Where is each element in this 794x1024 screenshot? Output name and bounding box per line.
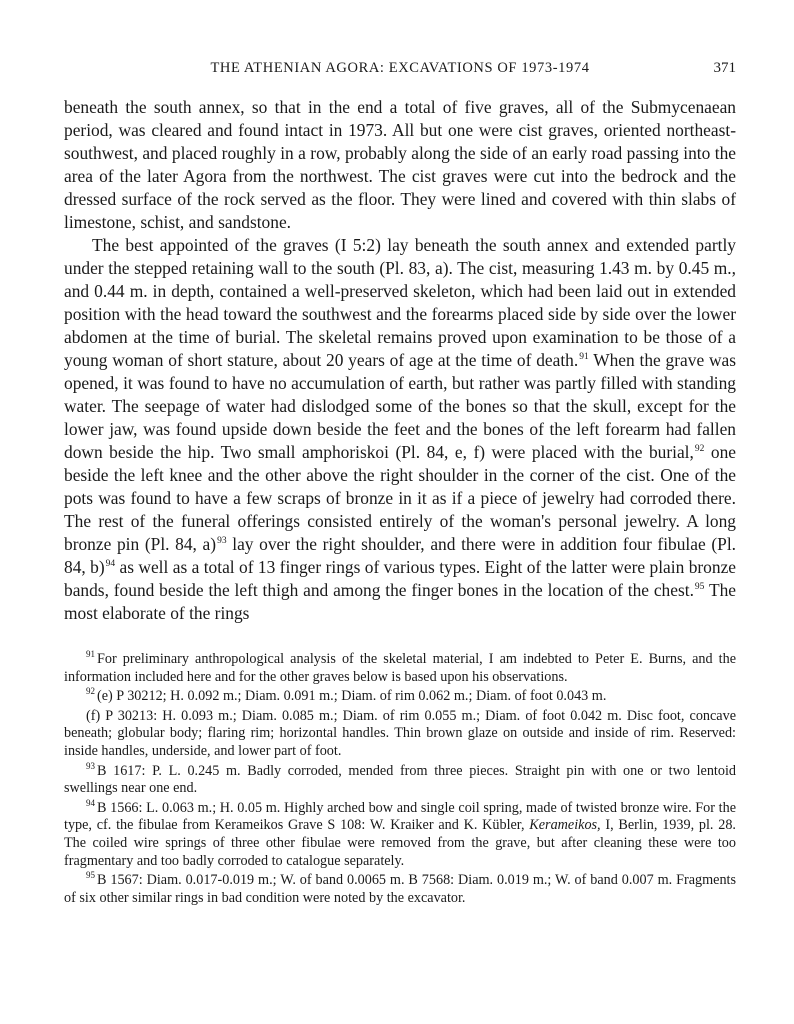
paragraph-2-part-e: as well as a total of 13 finger rings of various types. Eight of the latter were plain bronze bands, found beside the left thigh and among the finger bones in the location of the chest. xyxy=(64,557,737,600)
footnote-91-text: For preliminary anthropological analysis of the skeletal material, I am indebted to Peter E. Burns, and the information included here and for the other graves below is based upon his observations. xyxy=(64,651,736,685)
footnote-93-text: B 1617: P. L. 0.245 m. Badly corroded, mended from three pieces. Straight pin with one or two lentoid swellings near one end. xyxy=(64,762,736,797)
body-text xyxy=(64,96,736,625)
footnote-94 xyxy=(64,800,736,870)
footnote-ref-95[interactable]: 95 xyxy=(694,582,705,593)
paragraph-2-part-d: lay over the right shoulder, and there were in addition four fibulae (Pl. 84, b) xyxy=(64,534,737,577)
footnote-91 xyxy=(64,651,736,686)
paragraph-2-part-f: The most elaborate of the rings xyxy=(64,580,736,623)
footnote-94-text-b: I, Berlin, 1939, pl. 28. The coiled wire springs of three other fibulae were removed from the grave, but after cleaning these were too fragmentary and too badly corroded to catalogue separately. xyxy=(64,817,736,869)
footnote-93 xyxy=(64,760,736,798)
footnote-ref-94[interactable]: 94 xyxy=(105,559,116,570)
footnote-ref-92[interactable]: 92 xyxy=(694,444,705,455)
page xyxy=(64,60,736,909)
paragraph-2-part-c: one beside the left knee and the other above the right shoulder in the corner of the cist. One of the pots was found to have a few scraps of bronze in it as if a piece of jewelry had corroded there. The rest of the funeral offerings consisted entirely of the woman's personal jewelry. A long bronze pin (Pl. 84, a) xyxy=(64,442,737,554)
footnote-ref-91[interactable]: 91 xyxy=(579,352,589,363)
paragraph-2 xyxy=(64,234,736,625)
page-number: 371 xyxy=(713,60,736,76)
footnote-ref-93[interactable]: 93 xyxy=(217,536,227,547)
footnote-94-italic-title: Kerameikos, xyxy=(529,817,601,834)
footnote-92-continued xyxy=(64,708,736,761)
footnote-91-number: 91 xyxy=(86,649,95,660)
footnotes xyxy=(64,651,736,907)
footnote-92-item-e: (e) P 30212; H. 0.092 m.; Diam. 0.091 m.; Diam. of rim 0.062 m.; Diam. of foot 0.043 m. xyxy=(97,688,607,705)
paragraph-1: beneath the south annex, so that in the end a total of five graves, all of the Submycenaean period, was cleared and found intact in 1973. All but one were cist graves, oriented northeast-southwest, and placed roughly in a row, probably along the side of an early road passing into the area of the later Agora from the northwest. The cist graves were cut into the bedrock and the dressed surface of the rock served as the floor. They were lined and covered with thin slabs of limestone, schist, and sandstone. xyxy=(64,97,736,232)
footnote-95 xyxy=(64,872,736,907)
footnote-94-text-a: B 1566: L. 0.063 m.; H. 0.05 m. Highly arched bow and single coil spring, made of twisted bronze wire. For the type, cf. the fibulae from Kerameikos Grave S 108: W. Kraiker and K. Kübler, xyxy=(64,799,736,834)
footnote-95-text: B 1567: Diam. 0.017-0.019 m.; W. of band 0.0065 m. B 7568: Diam. 0.019 m.; W. of band 0.007 m. Fragments of six other similar rings in bad condition were noted by the excavator. xyxy=(64,872,736,906)
footnote-93-number: 93 xyxy=(86,760,95,771)
paragraph-2-part-b: When the grave was opened, it was found to have no accumulation of earth, but rather was partly filled with standing water. The seepage of water had dislodged some of the bones so that the skull, except for the lower jaw, was found upside down beside the feet and the bones of the left forearm had fallen down beside the hip. Two small amphoriskoi (Pl. 84, e, f) were placed with the burial, xyxy=(64,350,736,462)
running-title: THE ATHENIAN AGORA: EXCAVATIONS OF 1973-1974 xyxy=(210,60,590,76)
footnote-92 xyxy=(64,688,736,706)
running-head xyxy=(64,60,736,86)
footnote-92-number: 92 xyxy=(86,686,95,697)
footnote-95-number: 95 xyxy=(86,870,95,881)
footnote-92-item-f: (f) P 30213: H. 0.093 m.; Diam. 0.085 m.; Diam. of rim 0.055 m.; Diam. of foot 0.042 m. Disc foot, concave beneath; globular body; flaring rim; horizontal handles. Thin brown glaze on outside and inside of rim. Reserved: inside handles, underside, and lower part of foot. xyxy=(64,707,736,759)
footnote-94-number: 94 xyxy=(86,798,95,809)
paragraph-2-part-a: The best appointed of the graves (I 5:2) lay beneath the south annex and extended partly under the stepped retaining wall to the south (Pl. 83, a). The cist, measuring 1.43 m. by 0.45 m., and 0.44 m. in depth, contained a well-preserved skeleton, which had been laid out in extended position with the head toward the southwest and the forearms placed side by side over the lower abdomen at the time of burial. The skeletal remains proved upon examination to be those of a young woman of short stature, about 20 years of age at the time of death. xyxy=(64,235,736,370)
